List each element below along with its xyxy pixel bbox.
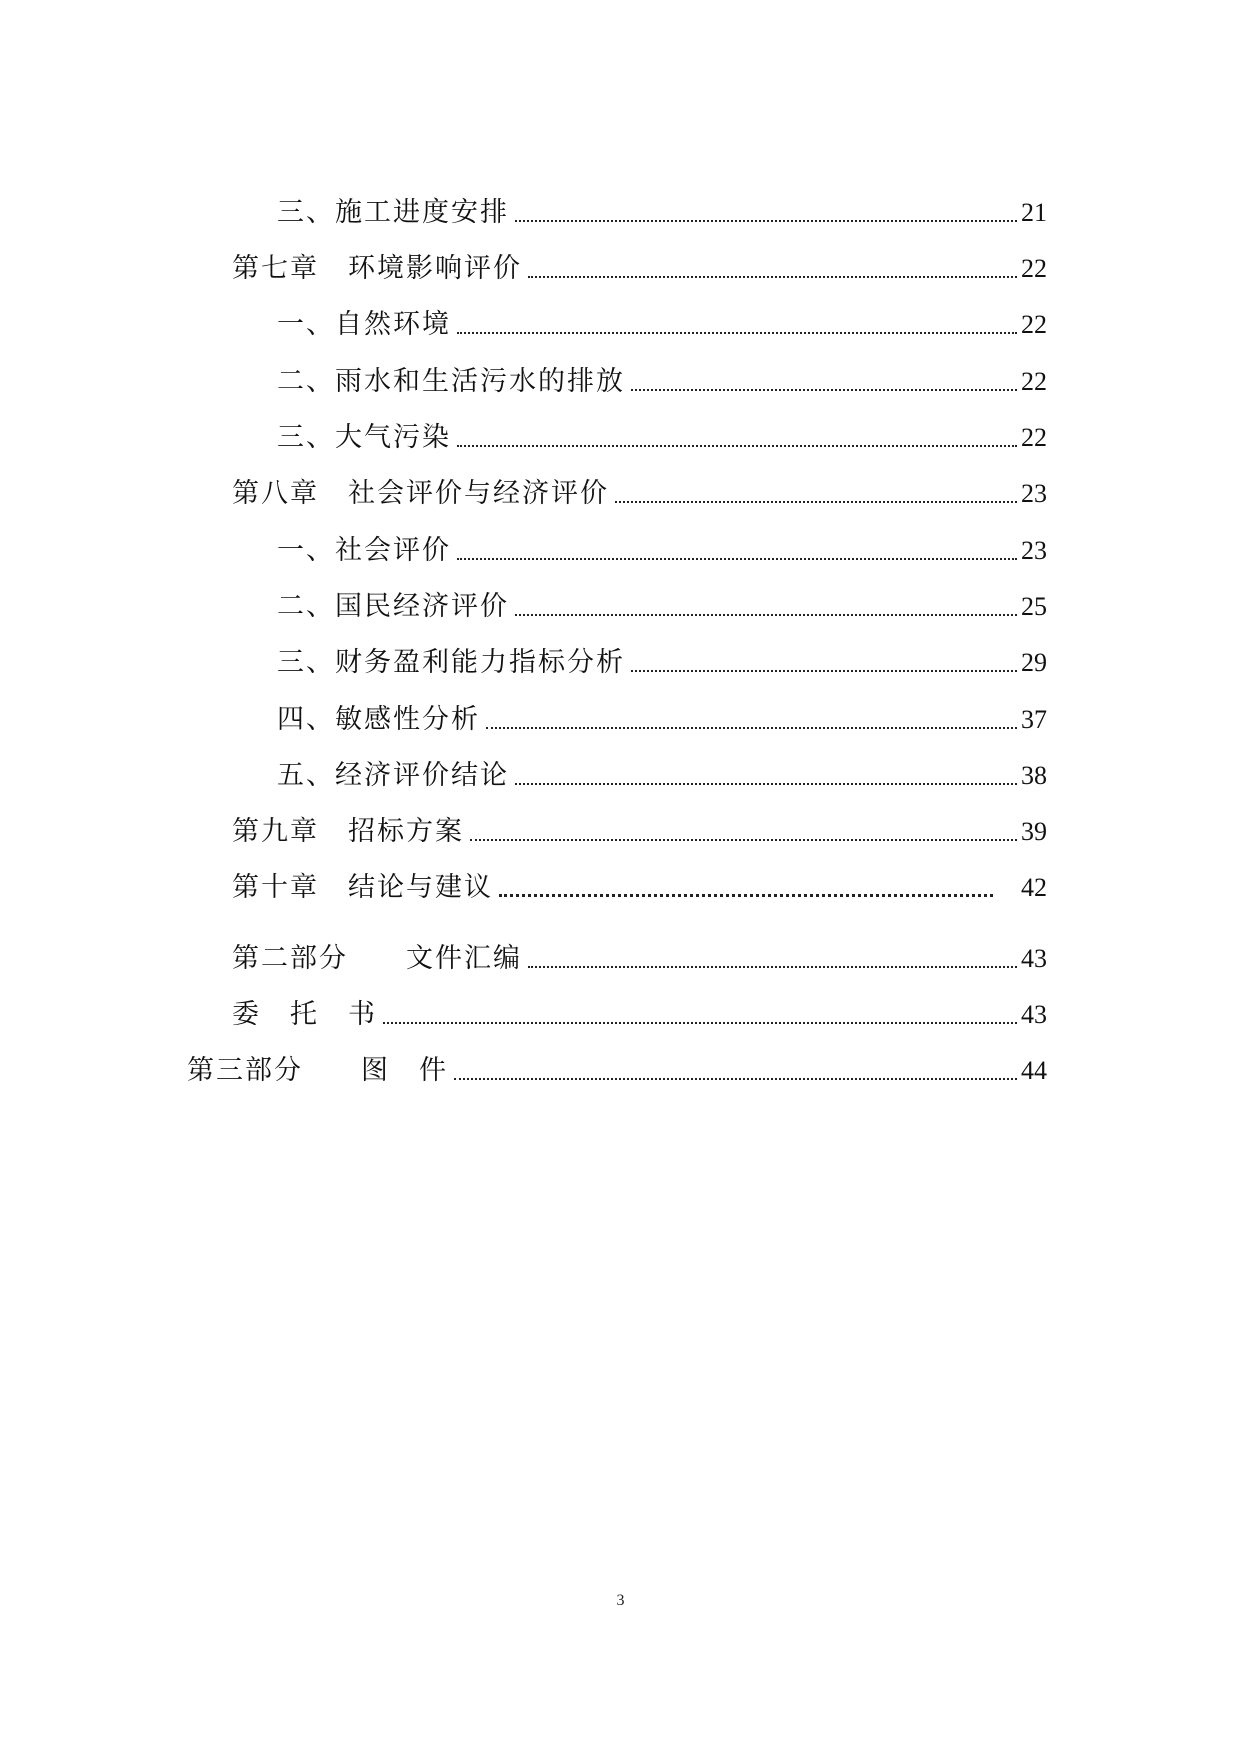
toc-entry-page: 29	[1021, 648, 1047, 677]
toc-entry-page: 39	[1021, 817, 1047, 846]
dot-leader	[528, 276, 1017, 278]
toc-entry[interactable]	[277, 359, 1047, 399]
toc-entry-page: 25	[1021, 592, 1047, 621]
toc-entry-page: 23	[1021, 479, 1047, 508]
dot-leader	[486, 727, 1017, 729]
toc-entry[interactable]	[277, 640, 1047, 680]
toc-entry-label: 第三部分 图 件	[187, 1055, 448, 1086]
page-number: 3	[616, 1592, 625, 1609]
toc-entry[interactable]	[232, 936, 1047, 976]
toc-entry[interactable]	[277, 753, 1047, 793]
dot-leader	[457, 558, 1017, 560]
toc-entry-label: 三、财务盈利能力指标分析	[277, 647, 625, 678]
toc-entry-page: 22	[1021, 423, 1047, 452]
toc-entry[interactable]	[277, 528, 1047, 568]
dot-leader	[515, 220, 1017, 222]
toc-entry-label: 三、大气污染	[277, 422, 451, 453]
toc-entry-page: 37	[1021, 705, 1047, 734]
toc-entry-label: 第八章 社会评价与经济评价	[232, 478, 609, 509]
toc-entry-label: 四、敏感性分析	[277, 704, 480, 735]
dot-leader	[515, 783, 1017, 785]
toc-entry-page: 42	[1021, 873, 1047, 902]
toc-entry-label: 第九章 招标方案	[232, 816, 464, 847]
toc-entry-label: 一、社会评价	[277, 535, 451, 566]
toc-entry[interactable]	[277, 190, 1047, 230]
dot-leader	[615, 501, 1017, 503]
toc-entry-page: 21	[1021, 198, 1047, 227]
toc-entry-page: 38	[1021, 761, 1047, 790]
toc-entry-label: 委 托 书	[232, 999, 377, 1030]
toc-entry-label: 第十章 结论与建议	[232, 872, 493, 903]
toc-entry-label: 五、经济评价结论	[277, 760, 509, 791]
toc-entry-label: 二、国民经济评价	[277, 591, 509, 622]
dot-leader	[457, 332, 1017, 334]
dot-leader	[515, 614, 1017, 616]
toc-entry-page: 22	[1021, 310, 1047, 339]
toc-entry[interactable]	[232, 809, 1047, 849]
dot-leader	[631, 389, 1017, 391]
dot-leader	[470, 839, 1017, 841]
toc-entry[interactable]	[277, 697, 1047, 737]
dot-leader	[454, 1078, 1017, 1080]
toc-entry-page: 43	[1021, 944, 1047, 973]
toc-entry-label: 三、施工进度安排	[277, 197, 509, 228]
dot-leader	[528, 966, 1017, 968]
toc-entry-label: 第七章 环境影响评价	[232, 253, 522, 284]
toc-entry-page: 22	[1021, 254, 1047, 283]
dot-leader	[631, 670, 1017, 672]
toc-entry[interactable]	[232, 471, 1047, 511]
toc-entry-page: 43	[1021, 1000, 1047, 1029]
dot-leader	[457, 445, 1017, 447]
toc-entry[interactable]	[232, 865, 1047, 905]
toc-entry[interactable]	[232, 992, 1047, 1032]
toc-entry[interactable]	[187, 1048, 1047, 1088]
toc-entry-page: 22	[1021, 367, 1047, 396]
toc-entry-page: 44	[1021, 1056, 1047, 1085]
dot-leader	[383, 1022, 1017, 1024]
toc-entry[interactable]	[232, 246, 1047, 286]
toc-entry[interactable]	[277, 302, 1047, 342]
dot-leader	[499, 894, 993, 897]
toc-entry[interactable]	[277, 415, 1047, 455]
toc-entry-page: 23	[1021, 536, 1047, 565]
toc-entry-label: 一、自然环境	[277, 309, 451, 340]
toc-entry-label: 二、雨水和生活污水的排放	[277, 366, 625, 397]
toc-entry[interactable]	[277, 584, 1047, 624]
toc-entry-label: 第二部分 文件汇编	[232, 943, 522, 974]
